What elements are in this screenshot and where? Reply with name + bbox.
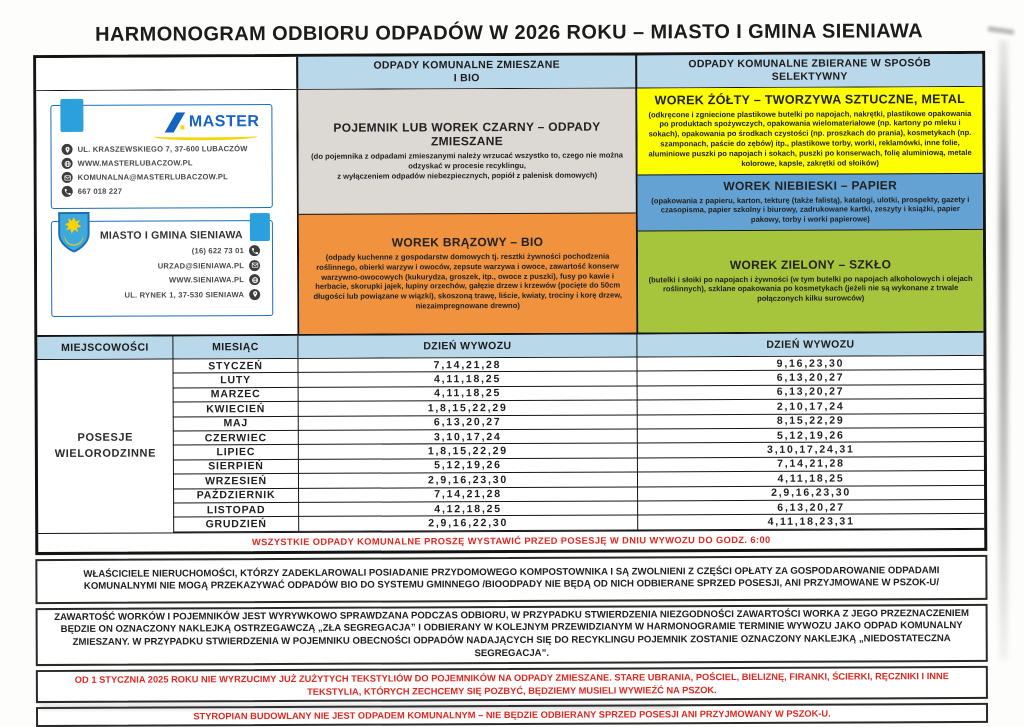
green-bag-desc: (butelki i słoiki po napojach i żywności (w tym butelki po napojach alkoholowych i olejach roślinnych), szklane opakowania po kosmetykach (jeżeli nie są wykonane z trwale połączonych kilku surowców) — [646, 274, 975, 305]
mixed-dates-cell: 7,14,21,28 — [297, 357, 636, 373]
selective-dates-cell: 5,12,19,26 — [637, 428, 984, 444]
master-logo-swoosh-icon — [153, 132, 257, 140]
segregation-check-notice: ZAWARTOŚĆ WORKÓW I POJEMNIKÓW JEST WYRYWKOWO SPRAWDZANA PODCZAS ODBIORU, W PRZYPADKU STWIERDZENIA NIEZGODNOŚCI ZAWARTOŚCI WORKA Z JEGO PRZEZNACZENIEM BĘDZIE ON OZNACZONY NAKLEJKĄ OSTRZEGAWCZĄ „ZŁA SEGREGACJA” I ODBIERANY W KOLEJNYM PRZEWIDZIANYM W HARMONOGRAMIE TERMINIE WYWOZU JAKO ODPAD KOMUNALNY ZMIESZANY. W PRZYPADKU STWIERDZENIA W POJEMNIKU OBECNOŚCI ODPADÓW NADAJĄCYCH SIĘ DO RECYKLINGU POJEMNIK ZOSTANIE OZNACZONY NAKLEJKĄ „NIEDOSTATECZNA SEGREGACJA”. — [36, 604, 988, 667]
col-header-day-selective: DZIEŃ WYWOZU — [636, 333, 983, 357]
mixed-dates-cell: 1,8,15,22,29 — [298, 401, 637, 417]
mixed-dates-cell: 4,12,18,25 — [298, 501, 637, 517]
textiles-notice: OD 1 STYCZNIA 2025 ROKU NIE WYRZUCIMY JUŻ ZUŻYTYCH TEKSTYLIÓW DO POJEMNIKÓW NA ODPADY ZMIESZANE. STARE UBRANIA, POŚCIEL, BIELIZNĘ, FIRANKI, ŚCIERKI, RĘCZNIKI I INNE TEKSTYLIA, KTÓRYCH ZECHCEMY SIĘ POZBYĆ, BĘDZIEMY MUSIELI WYWIEŹĆ NA PSZOK. — [36, 666, 988, 703]
styrofoam-notice: STYROPIAN BUDOWLANY NIE JEST ODPADEM KOMUNALNYM – NIE BĘDZIE ODBIERANY SPRZED POSESJI ANI PRZYJMOWANY W PSZOK-U. — [36, 703, 988, 727]
mixed-bio-column — [296, 88, 636, 333]
selective-column — [635, 87, 983, 333]
info-row — [36, 86, 983, 335]
month-cell: GRUDZIEŃ — [173, 517, 298, 532]
gmina-email-line: URZAD@SIENIAWA.PL — [52, 260, 260, 272]
selective-dates-cell: 4,11,18,23,31 — [637, 514, 984, 530]
decorative-square — [250, 213, 270, 241]
selective-dates-cell: 2,9,16,23,30 — [637, 485, 984, 501]
black-bin-desc: (do pojemnika z odpadami zmieszanymi należy wrzucać wszystko to, czego nie można odzyskać w procesie recyklingu, z wyłączeniem odpadów niebezpiecznych, popiół z palenisk domowych) — [307, 150, 628, 181]
location-cell: POSESJE WIELORODZINNE — [37, 359, 173, 532]
month-cell: KWIECIEŃ — [173, 402, 298, 417]
globe-icon — [62, 158, 73, 169]
master-email-line: KOMUNALNA@MASTERLUBACZOW.PL — [62, 171, 272, 183]
selective-dates-cell: 3,10,17,24,31 — [637, 442, 984, 458]
col-header-month: MIESIĄC — [172, 336, 297, 359]
compost-notice: WŁAŚCICIELE NIERUCHOMOŚCI, KTÓRZY ZADEKLAROWALI POSIADANIE PRZYDOMOWEGO KOMPOSTOWNIKA I SĄ ZWOLNIENI Z CZĘŚCI OPŁATY ZA GOSPODAROWANIE ODPADAMI KOMUNALNYMI NIE MOGĄ PRZEKAZYWAĆ ODPADÓW BIO DO SYSTEMU GMINNEGO /BIOODPADY NIE BĘDĄ OD NICH ODBIERANE SPRZED POSESJI, ANI PRZYJMOWANE W PSZOK-U/ — [35, 555, 987, 604]
month-cell: LUTY — [173, 373, 298, 388]
black-bin-title: POJEMNIK LUB WOREK CZARNY – ODPADY ZMIESZANE — [306, 121, 627, 150]
contact-column — [36, 90, 297, 335]
selective-dates-cell: 2,10,17,24 — [637, 399, 984, 415]
col-header-day-mixed: DZIEŃ WYWOZU — [297, 334, 636, 357]
decorative-square — [60, 99, 83, 132]
pickup-time-notice: WSZYSTKIE ODPADY KOMUNALNE PROSZĘ WYSTAWIĆ PRZED POSESJĘ W DNIU WYWOZU DO GODZ. 6:00 — [38, 529, 984, 552]
gmina-address-line: UL. RYNEK 1, 37-530 SIENIAWA — [52, 289, 260, 301]
header-selective: ODPADY KOMUNALNE ZBIERANE W SPOSÓB SELEKTYWNY — [635, 54, 982, 88]
green-bag-title: WOREK ZIELONY – SZKŁO — [646, 258, 975, 273]
blue-bag-desc: (opakowania z papieru, karton, tekturę (także falistą), katalogi, ulotki, prospekty, gazety i czasopisma, papier szkolny i biurowy, zadrukowane kartki, zeszyty i książki, papier pakowy, torby i worki papierowe) — [646, 195, 975, 226]
selective-dates-cell: 4,11,18,25 — [637, 471, 984, 487]
mixed-dates-cell: 5,12,19,26 — [298, 458, 637, 474]
header-mixed-bio: ODPADY KOMUNALNE ZMIESZANE I BIO — [296, 55, 635, 88]
mixed-dates-cell: 2,9,16,23,30 — [298, 473, 637, 489]
page-title: HARMONOGRAM ODBIORU ODPADÓW W 2026 ROKU – MIASTO I GMINA SIENIAWA — [33, 20, 985, 47]
month-cell: MAJ — [173, 416, 298, 431]
master-phone-line: 667 018 227 — [62, 185, 272, 197]
mixed-dates-cell: 4,11,18,25 — [298, 386, 637, 402]
mixed-dates-cell: 6,13,20,27 — [298, 415, 637, 431]
selective-dates-cell: 9,16,23,30 — [636, 356, 983, 372]
selective-dates-cell: 6,13,20,27 — [637, 500, 984, 516]
envelope-icon — [62, 172, 73, 183]
scanned-schedule-page — [33, 20, 988, 727]
master-logo — [51, 105, 271, 133]
month-cell: MARZEC — [173, 388, 298, 403]
globe-icon — [249, 274, 260, 285]
phone-icon — [62, 186, 73, 197]
brown-bag-desc: (odpady kuchenne z gospodarstw domowych tj. resztki żywności pochodzenia roślinnego, obierki warzyw i owoców, zepsute warzywa i owoce, zawartość konserw warzywno-owocowych (kukurydza, groszek, itp., owoce z puszki), fusy po kawie i herbacie, skorupki jajek, łupiny orzechów, gałęzie drzew i krzewów (pocięte do 50cm długości lub powiązane w wiązki), skoszoną trawę, liście, kwiaty, trociny i korę drzew, niezaimpregnowane drewno) — [307, 251, 628, 312]
sieniawa-coat-of-arms-icon — [57, 211, 91, 258]
mixed-dates-cell: 3,10,17,24 — [298, 429, 637, 445]
master-address-line: UL. KRASZEWSKIEGO 7, 37-600 LUBACZÓW — [62, 143, 272, 155]
master-contact-card — [50, 104, 272, 209]
black-bin-box — [298, 88, 636, 213]
green-bag-box — [638, 229, 983, 333]
gmina-phone-line: (16) 622 73 01 — [52, 245, 260, 257]
scan-artifact — [988, 26, 1014, 35]
phone-icon — [249, 245, 260, 256]
gmina-contact-card — [51, 220, 273, 317]
col-header-locations: MIEJSCOWOŚCI — [37, 336, 172, 359]
month-cell: LISTOPAD — [173, 503, 298, 518]
master-logo-slash-icon — [165, 112, 185, 132]
brown-bag-title: WOREK BRĄZOWY – BIO — [307, 235, 628, 250]
scan-artifact — [999, 40, 1008, 660]
brown-bag-box — [299, 212, 637, 333]
location-pin-icon — [249, 289, 260, 300]
master-website-line: WWW.MASTERLUBACZOW.PL — [62, 157, 272, 169]
mixed-dates-cell: 1,8,15,22,29 — [298, 444, 637, 460]
selective-dates-cell: 7,14,21,28 — [637, 457, 984, 473]
master-brand-name: MASTER — [189, 113, 260, 131]
mixed-dates-cell: 2,9,16,22,30 — [298, 516, 637, 532]
month-cell: CZERWIEC — [173, 431, 298, 446]
selective-dates-cell: 6,13,20,27 — [637, 385, 984, 401]
blue-bag-title: WOREK NIEBIESKI – PAPIER — [646, 179, 975, 194]
top-header-row — [36, 54, 982, 90]
yellow-bag-desc: (odkręcone i zgniecione plastikowe butelki po napojach, nakrętki, plastikowe opakowania po produktach spożywczych, opakowania wielomateriałowe (np. kartony po mleku i sokach), opakowania po środkach czystości (np. proszkach do prania), kosmetykach (np. szamponach, paście do zębów) itp., plastikowe torby, worki, reklamówki, inne folie, aluminiowe puszki po napojach i sokach, puszki po konserwach, folię aluminiową, metale kolorowe, kapsle, zakrętki od słoików) — [645, 109, 974, 170]
mixed-dates-cell: 4,11,18,25 — [298, 372, 637, 388]
selective-dates-cell: 8,15,22,29 — [637, 413, 984, 429]
yellow-bag-title: WOREK ŻÓŁTY – TWORZYWA SZTUCZNE, METAL — [645, 92, 974, 108]
gmina-name: MIASTO I GMINA SIENIAWA — [100, 229, 243, 242]
gmina-website-line: WWW.SIENIAWA.PL — [52, 274, 260, 286]
scan-artifact — [40, 705, 680, 709]
mixed-dates-cell: 7,14,21,28 — [298, 487, 637, 503]
month-cell: SIERPIEŃ — [173, 460, 298, 475]
master-logo-dot-icon — [181, 125, 185, 129]
month-cell: PAŹDZIERNIK — [173, 488, 298, 503]
yellow-bag-box — [637, 87, 982, 175]
selective-dates-cell: 6,13,20,27 — [637, 370, 984, 386]
blue-bag-box — [638, 173, 983, 231]
envelope-icon — [249, 260, 260, 271]
schedule-table — [33, 51, 987, 555]
header-spacer-cell — [36, 57, 296, 90]
month-cell: LIPIEC — [173, 445, 298, 460]
month-cell: WRZESIEŃ — [173, 474, 298, 489]
location-pin-icon — [62, 144, 73, 155]
month-cell: STYCZEŃ — [172, 359, 297, 374]
schedule-body — [37, 356, 984, 533]
